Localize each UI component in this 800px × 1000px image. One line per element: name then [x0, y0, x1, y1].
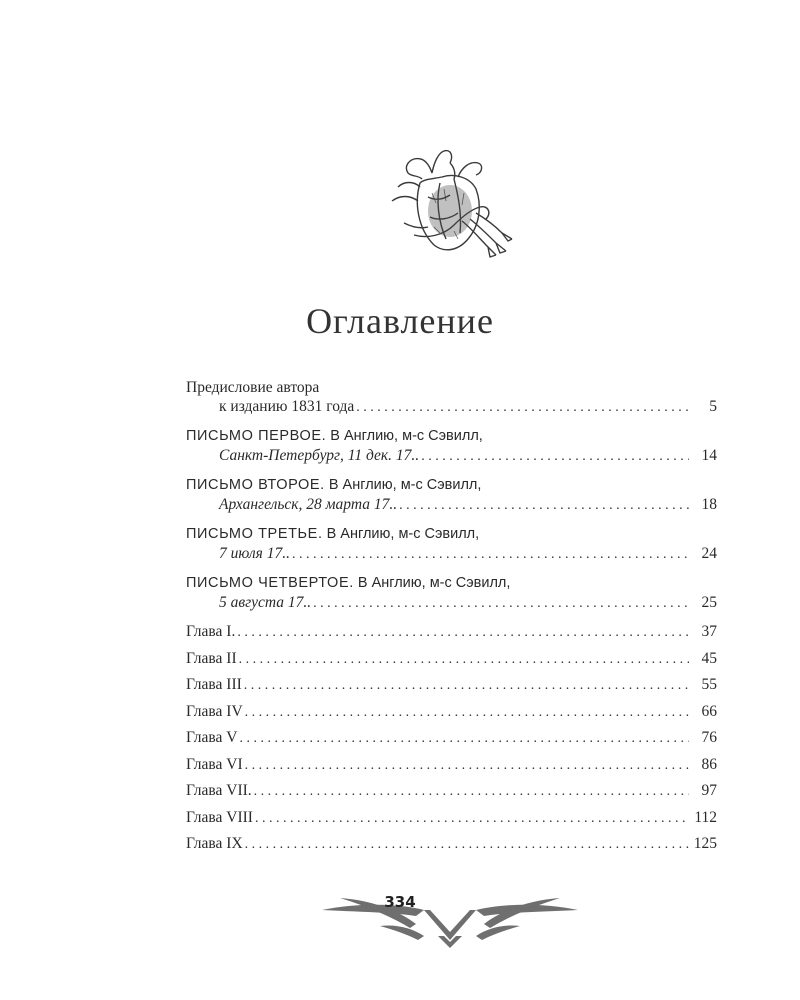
chapter-label: Глава VII.: [186, 782, 252, 799]
toc-entry-chapter-1[interactable]: [186, 622, 717, 640]
toc-entry-letter-4[interactable]: [186, 573, 717, 613]
toc-entry-place-date: 7 июля 17..: [219, 545, 291, 562]
chapter-label: Глава II: [186, 649, 237, 667]
page-title: Оглавление: [306, 301, 494, 341]
toc-entry-label: ПИСЬМО ТРЕТЬЕ.: [186, 526, 323, 542]
page-number: 97: [701, 782, 717, 799]
dot-leader: [356, 398, 689, 417]
page-number: 86: [701, 755, 717, 773]
dot-leader: [244, 676, 689, 695]
chapter-label: Глава V: [186, 729, 238, 746]
dot-leader: [292, 545, 689, 564]
toc-entry-chapter-7[interactable]: [186, 781, 717, 799]
toc-entry-chapter-5[interactable]: [186, 728, 717, 746]
toc-entry-place-date: 5 августа 17..: [219, 594, 312, 611]
page-number: 55: [701, 676, 717, 693]
page-number: 66: [701, 702, 717, 720]
page-number: 24: [701, 545, 717, 562]
toc-entry-letter-2[interactable]: [186, 475, 717, 515]
toc-entry-addressee: В Англию, м-с Сэвилл,: [326, 428, 483, 444]
toc-entry-chapter-3[interactable]: [186, 675, 717, 693]
toc-entry-label: ПИСЬМО ЧЕТВЕРТОЕ.: [186, 575, 354, 591]
page-number: 18: [701, 496, 717, 513]
toc-entry-chapter-8[interactable]: [186, 808, 717, 826]
dot-leader: [399, 496, 689, 515]
chapter-label: Глава IV: [186, 702, 243, 720]
toc-entry-letter-1[interactable]: [186, 426, 717, 466]
page-number: 76: [701, 729, 717, 746]
chapter-label: Глава IX: [186, 835, 243, 852]
flourish-ornament-icon: [320, 880, 580, 950]
anatomical-heart-icon: [384, 143, 520, 273]
page-number: 14: [701, 447, 717, 464]
page-number: 37: [701, 623, 717, 640]
dot-leader: [313, 594, 689, 613]
toc-entry-place-date: Архангельск, 28 марта 17..: [219, 496, 398, 513]
toc-entry-place-date: Санкт-Петербург, 11 дек. 17..: [219, 447, 420, 464]
toc-entry-letter-3[interactable]: [186, 524, 717, 564]
page-number: 125: [693, 835, 717, 852]
dot-leader: [237, 623, 689, 642]
page-folio-number: 334: [384, 893, 416, 911]
dot-leader: [245, 703, 689, 722]
chapter-label: Глава VIII: [186, 808, 253, 826]
toc-entry-chapter-6[interactable]: [186, 755, 717, 773]
toc-entry-label: ПИСЬМО ВТОРОЕ.: [186, 477, 325, 493]
toc-entry-chapter-4[interactable]: [186, 702, 717, 720]
toc-entry-addressee: В Англию, м-с Сэвилл,: [353, 575, 511, 591]
dot-leader: [239, 650, 689, 669]
toc-entry-label: ПИСЬМО ПЕРВОЕ.: [186, 428, 327, 444]
page-number: 5: [709, 398, 717, 415]
dot-leader: [255, 809, 689, 828]
dot-leader: [254, 782, 689, 801]
chapter-label: Глава III: [186, 676, 242, 693]
page-number: 25: [701, 594, 717, 611]
toc-entry-chapter-9[interactable]: [186, 834, 717, 852]
page-number: 45: [701, 649, 717, 667]
toc-entry-sublabel: к изданию 1831 года: [219, 398, 355, 415]
toc-entry-label: Предисловие автора: [186, 379, 320, 396]
toc-entry-preface[interactable]: [186, 378, 717, 417]
toc-entry-addressee: В Англию, м-с Сэвилл,: [324, 477, 482, 493]
dot-leader: [245, 756, 689, 775]
table-of-contents: [186, 378, 717, 861]
dot-leader: [239, 729, 689, 748]
chapter-label: Глава VI: [186, 755, 243, 773]
dot-leader: [245, 835, 689, 854]
chapter-label: Глава I.: [186, 623, 236, 640]
page-number: 112: [694, 808, 717, 826]
toc-entry-addressee: В Англию, м-с Сэвилл,: [322, 526, 480, 542]
toc-entry-chapter-2[interactable]: [186, 649, 717, 667]
dot-leader: [421, 447, 689, 466]
